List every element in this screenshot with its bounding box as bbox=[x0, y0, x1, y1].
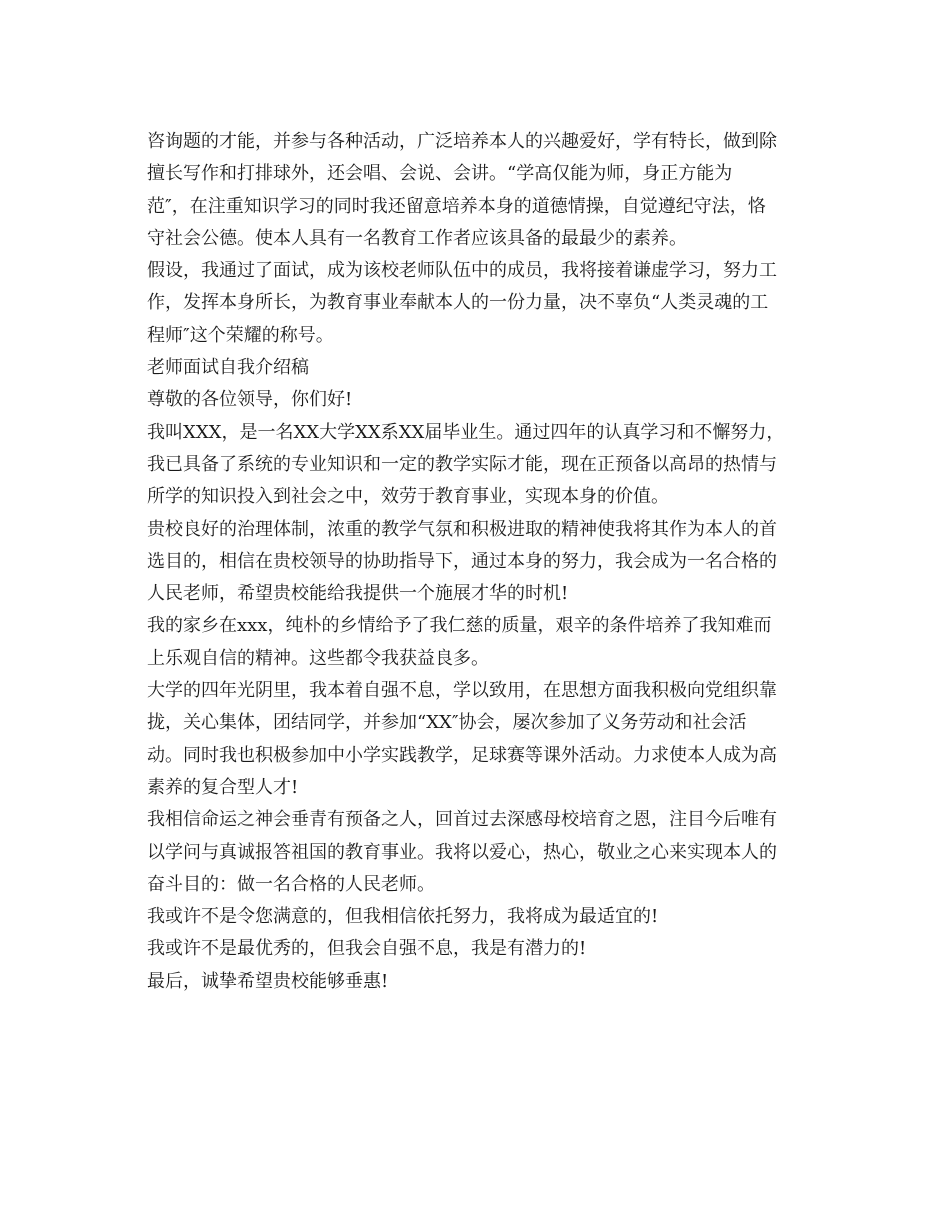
salutation: 尊敬的各位领导，你们好! bbox=[147, 389, 353, 411]
text-line: 我相信命运之神会垂青有预备之人，回首过去深感母校培育之恩，注目今后唯有 bbox=[147, 809, 777, 831]
text-line: 擅长写作和打排球外，还会唱、会说、会讲。“学高仅能为师，身正方能为 bbox=[147, 163, 733, 185]
text-line: 以学问与真诚报答祖国的教育事业。我将以爱心，热心，敬业之心来实现本人的 bbox=[147, 841, 777, 863]
text-line: 程师″这个荣耀的称号。 bbox=[147, 324, 334, 346]
text-line: 假设，我通过了面试，成为该校老师队伍中的成员，我将接着谦虚学习，努力工 bbox=[147, 260, 777, 282]
text-line: 我的家乡在xxx，纯朴的乡情给予了我仁慈的质量，艰辛的条件培养了我知难而 bbox=[147, 615, 772, 637]
section-heading: 老师面试自我介绍稿 bbox=[147, 357, 309, 379]
text-line: 我或许不是令您满意的，但我相信依托努力，我将成为最适宜的! bbox=[147, 906, 659, 928]
text-line: 守社会公德。使本人具有一名教育工作者应该具备的最最少的素养。 bbox=[147, 227, 687, 249]
text-line: 所学的知识投入到社会之中，效劳于教育事业，实现本身的价值。 bbox=[147, 486, 669, 508]
text-line: 选目的，相信在贵校领导的协助指导下，通过本身的努力，我会成为一名合格的 bbox=[147, 550, 777, 572]
text-line: 我或许不是最优秀的，但我会自强不息，我是有潜力的! bbox=[147, 938, 587, 960]
text-line: 动。同时我也积极参加中小学实践教学，足球赛等课外活动。力求使本人成为高 bbox=[147, 744, 777, 766]
closing-line: 最后，诚挚希望贵校能够垂惠! bbox=[147, 970, 389, 992]
text-line: 大学的四年光阴里，我本着自强不息，学以致用，在思想方面我积极向党组织靠 bbox=[147, 680, 777, 702]
text-line: 上乐观自信的精神。这些都令我获益良多。 bbox=[147, 647, 489, 669]
text-line: 拢，关心集体，团结同学，并参加“XX″协会，屡次参加了义务劳动和社会活 bbox=[147, 712, 747, 734]
text-line: 作，发挥本身所长，为教育事业奉献本人的一份力量，决不辜负“人类灵魂的工 bbox=[147, 292, 769, 314]
text-line: 贵校良好的治理体制，浓重的教学气氛和积极进取的精神使我将其作为本人的首 bbox=[147, 518, 777, 540]
text-line: 素养的复合型人才! bbox=[147, 776, 299, 798]
text-line: 人民老师，希望贵校能给我提供一个施展才华的时机! bbox=[147, 583, 569, 605]
text-line: 我已具备了系统的专业知识和一定的教学实际才能，现在正预备以高昂的热情与 bbox=[147, 453, 777, 475]
text-line: 范″，在注重知识学习的同时我还留意培养本身的道德情操，自觉遵纪守法，恪 bbox=[147, 195, 766, 217]
text-line: 奋斗目的：做一名合格的人民老师。 bbox=[147, 873, 435, 895]
document-body bbox=[147, 126, 807, 998]
text-line: 我叫XXX，是一名XX大学XX系XX届毕业生。通过四年的认真学习和不懈努力， bbox=[147, 421, 785, 443]
text-line: 咨询题的才能，并参与各种活动，广泛培养本人的兴趣爱好，学有特长，做到除 bbox=[147, 131, 777, 152]
